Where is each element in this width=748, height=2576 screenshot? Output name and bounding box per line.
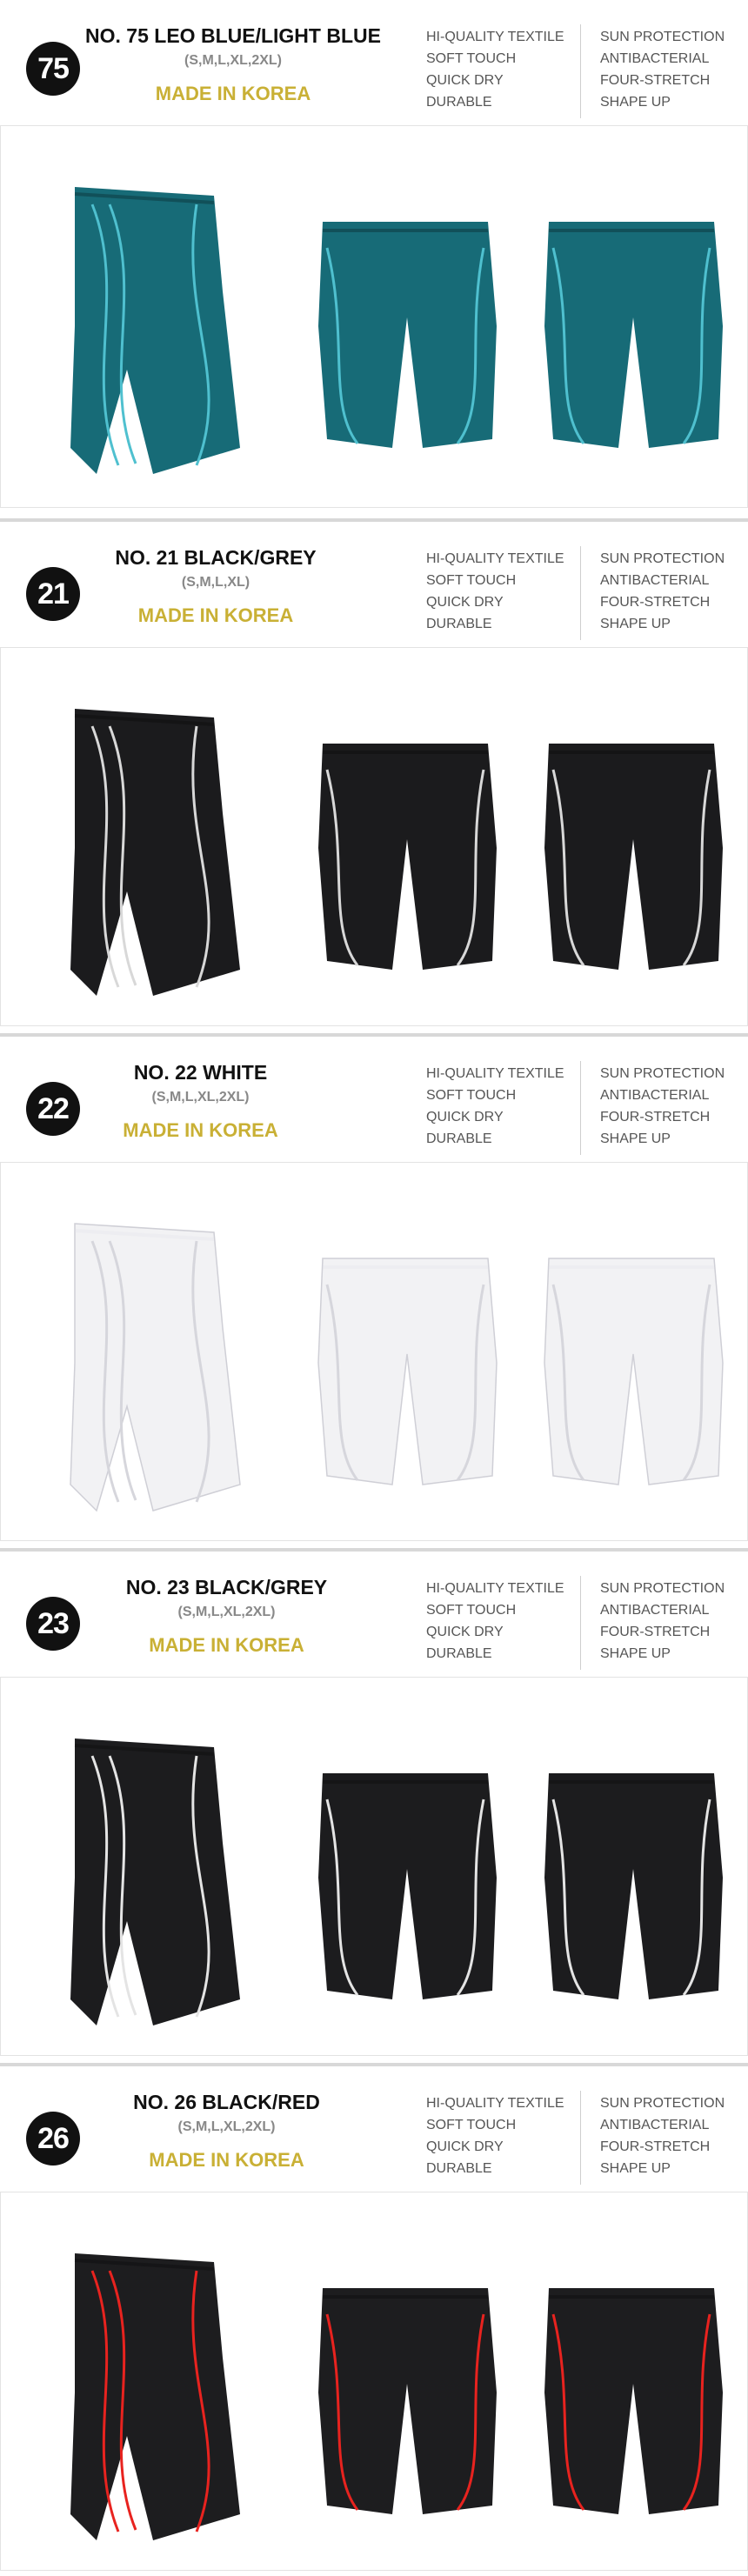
feature-item: FOUR-STRETCH: [600, 1110, 711, 1124]
short-back-view: [544, 744, 723, 970]
product-views: [1, 648, 747, 1025]
feature-item: FOUR-STRETCH: [600, 1625, 711, 1639]
short-front-view: [318, 1773, 497, 1999]
feature-item: QUICK DRY: [426, 1625, 504, 1639]
product-sizes: (S,M,L,XL,2XL): [184, 53, 282, 68]
feature-item: SHAPE UP: [600, 1646, 671, 1661]
feature-item: SHAPE UP: [600, 1131, 671, 1146]
short-angled-view: [70, 2253, 240, 2540]
feature-divider: [580, 546, 581, 640]
product-sizes: (S,M,L,XL,2XL): [177, 2119, 276, 2134]
feature-list-left: [426, 26, 564, 113]
made-in-label: MADE IN KOREA: [149, 1634, 304, 1656]
short-front-view: [318, 2288, 497, 2514]
product-name: NO. 21 BLACK/GREY: [115, 546, 317, 569]
feature-item: DURABLE: [426, 95, 492, 110]
feature-list-left: [426, 548, 564, 635]
short-back-view: [544, 2288, 723, 2514]
product-header: [0, 1037, 748, 1158]
product-number-badge: 23: [26, 1597, 80, 1651]
feature-item: SOFT TOUCH: [426, 1603, 517, 1618]
feature-item: QUICK DRY: [426, 1110, 504, 1124]
feature-list-left: [426, 2092, 564, 2179]
feature-item: SUN PROTECTION: [600, 551, 725, 566]
product-views: [1, 1163, 747, 1540]
feature-item: QUICK DRY: [426, 2139, 504, 2154]
feature-divider: [580, 24, 581, 118]
feature-item: DURABLE: [426, 617, 492, 631]
made-in-label: MADE IN KOREA: [137, 604, 294, 626]
product-header: [0, 522, 748, 644]
feature-item: HI-QUALITY TEXTILE: [426, 551, 564, 566]
feature-item: FOUR-STRETCH: [600, 595, 711, 610]
product-image-panel: [0, 1162, 748, 1541]
product-number-badge: 22: [26, 1082, 80, 1136]
feature-list-right: [600, 1063, 725, 1150]
product-title-group: [103, 2091, 351, 2172]
product-number-badge: 21: [26, 567, 80, 621]
product-block-75: [0, 0, 748, 513]
short-body: [70, 2253, 240, 2540]
short-front-view: [318, 1258, 497, 1485]
feature-item: SHAPE UP: [600, 95, 671, 110]
product-sizes: (S,M,L,XL): [181, 575, 250, 590]
product-name: NO. 75 LEO BLUE/LIGHT BLUE: [85, 24, 381, 47]
feature-item: SHAPE UP: [600, 2161, 671, 2176]
short-body: [70, 709, 240, 996]
short-front-view: [318, 744, 497, 970]
feature-list-right: [600, 548, 725, 635]
feature-item: HI-QUALITY TEXTILE: [426, 1581, 564, 1596]
feature-list-left: [426, 1578, 564, 1665]
product-header: [0, 0, 748, 122]
short-angled-view: [70, 1738, 240, 2025]
feature-item: SUN PROTECTION: [600, 1066, 725, 1081]
made-in-label: MADE IN KOREA: [123, 1119, 278, 1141]
product-name: NO. 26 BLACK/RED: [133, 2091, 320, 2113]
product-block-21: [0, 518, 748, 1031]
feature-item: HI-QUALITY TEXTILE: [426, 1066, 564, 1081]
product-views: [1, 1678, 747, 2055]
feature-item: ANTIBACTERIAL: [600, 1603, 710, 1618]
feature-item: ANTIBACTERIAL: [600, 2118, 710, 2132]
feature-item: ANTIBACTERIAL: [600, 573, 710, 588]
product-block-23: [0, 1548, 748, 2061]
feature-list-right: [600, 1578, 725, 1665]
feature-item: FOUR-STRETCH: [600, 73, 711, 88]
feature-item: DURABLE: [426, 2161, 492, 2176]
feature-list-right: [600, 2092, 725, 2179]
feature-item: QUICK DRY: [426, 73, 504, 88]
feature-divider: [580, 2091, 581, 2185]
feature-item: DURABLE: [426, 1646, 492, 1661]
short-body: [70, 1224, 240, 1511]
feature-item: SOFT TOUCH: [426, 573, 517, 588]
short-back-view: [544, 1258, 723, 1485]
feature-item: SUN PROTECTION: [600, 1581, 725, 1596]
feature-item: HI-QUALITY TEXTILE: [426, 2096, 564, 2111]
feature-item: SOFT TOUCH: [426, 2118, 517, 2132]
product-name: NO. 22 WHITE: [133, 1061, 268, 1084]
feature-item: DURABLE: [426, 1131, 492, 1146]
feature-item: ANTIBACTERIAL: [600, 51, 710, 66]
product-image-panel: [0, 125, 748, 508]
feature-divider: [580, 1061, 581, 1155]
feature-item: HI-QUALITY TEXTILE: [426, 30, 564, 44]
product-title-group: [103, 1576, 351, 1657]
short-body: [70, 1738, 240, 2025]
feature-item: SUN PROTECTION: [600, 2096, 725, 2111]
product-block-26: [0, 2063, 748, 2576]
feature-list-right: [600, 26, 725, 113]
product-image-panel: [0, 1677, 748, 2056]
product-image-panel: [0, 647, 748, 1026]
product-number-badge: 75: [26, 42, 80, 96]
product-name: NO. 23 BLACK/GREY: [125, 1576, 328, 1598]
feature-item: QUICK DRY: [426, 595, 504, 610]
short-front-view: [318, 222, 497, 448]
product-image-panel: [0, 2192, 748, 2571]
short-body: [70, 187, 240, 474]
product-title-group: [94, 1061, 307, 1142]
feature-item: SOFT TOUCH: [426, 51, 517, 66]
short-back-view: [544, 222, 723, 448]
product-block-22: [0, 1033, 748, 1546]
feature-item: ANTIBACTERIAL: [600, 1088, 710, 1103]
feature-divider: [580, 1576, 581, 1670]
product-title-group: [85, 546, 346, 627]
feature-item: SUN PROTECTION: [600, 30, 725, 44]
product-number-badge: 26: [26, 2112, 80, 2166]
product-views: [1, 126, 747, 507]
short-angled-view: [70, 187, 240, 474]
product-header: [0, 1552, 748, 1673]
product-sizes: (S,M,L,XL,2XL): [177, 1605, 276, 1619]
product-title-group: [68, 24, 398, 105]
made-in-label: MADE IN KOREA: [149, 2149, 304, 2171]
made-in-label: MADE IN KOREA: [155, 83, 311, 104]
product-sizes: (S,M,L,XL,2XL): [151, 1090, 250, 1104]
short-angled-view: [70, 1224, 240, 1511]
feature-item: SHAPE UP: [600, 617, 671, 631]
feature-item: FOUR-STRETCH: [600, 2139, 711, 2154]
feature-item: SOFT TOUCH: [426, 1088, 517, 1103]
product-header: [0, 2066, 748, 2188]
short-angled-view: [70, 709, 240, 996]
product-views: [1, 2192, 747, 2570]
short-back-view: [544, 1773, 723, 1999]
feature-list-left: [426, 1063, 564, 1150]
